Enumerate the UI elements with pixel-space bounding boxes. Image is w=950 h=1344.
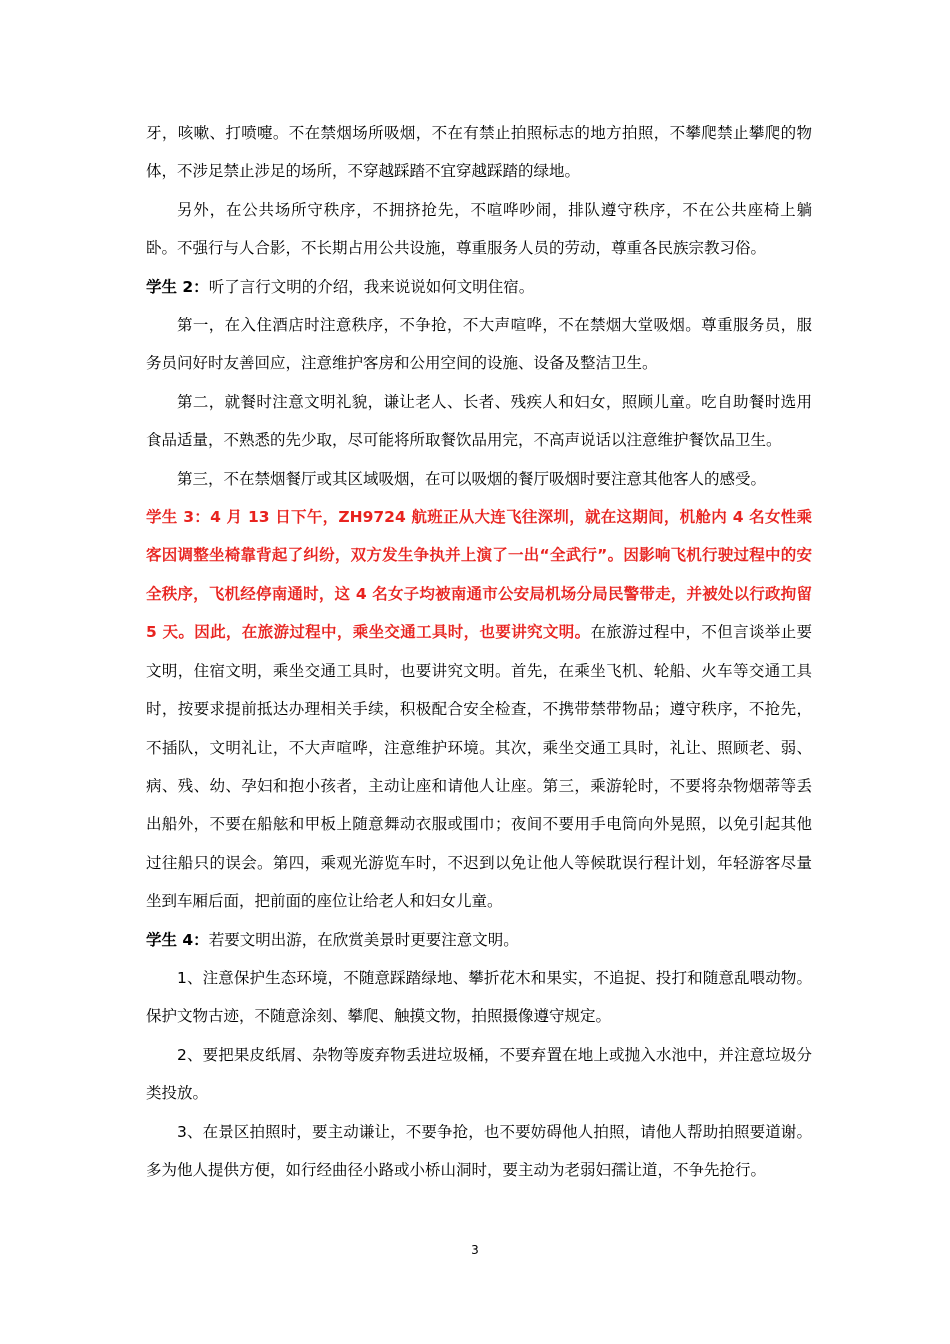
speaker-label: 学生 3： [146, 508, 211, 527]
paragraph-text: 3、在景区拍照时，要主动谦让，不要争抢，也不要妨碍他人拍照，请他人帮助拍照要道谢。多为他人提供方便，如行经曲径小路或小桥山洞时，要主动为老弱妇孺让道，不争先抢行。 [146, 1122, 812, 1179]
paragraph-1 [146, 114, 812, 191]
paragraph-4 [146, 306, 812, 383]
paragraph-text: 第一，在入住酒店时注意秩序，不争抢，不大声喧哗，不在禁烟大堂吸烟。尊重服务员，服务员问好时友善回应，注意维护客房和公用空间的设施、设备及整洁卫生。 [146, 316, 812, 373]
paragraph-2 [146, 191, 812, 268]
paragraph-7 [146, 498, 812, 920]
paragraph-8 [146, 921, 812, 959]
paragraph-text: 在旅游过程中，不但言谈举止要文明，住宿文明，乘坐交通工具时，也要讲究文明。首先，在乘坐飞机、轮船、火车等交通工具时，按要求提前抵达办理相关手续，积极配合安全检查，不携带禁带物品；遵守秩序，不抢先，不插队，文明礼让，不大声喧哗，注意维护环境。其次，乘坐交通工具时，礼让、照顾老、弱、病、残、幼、孕妇和抱小孩者，主动让座和请他人让座。第三，乘游轮时，不要将杂物烟蒂等丢出船外，不要在船舷和甲板上随意舞动衣服或围巾；夜间不要用手电筒向外晃照，以免引起其他过往船只的误会。第四，乘观光游览车时，不迟到以免让他人等候耽误行程计划，年轻游客尽量坐到车厢后面，把前面的座位让给老人和妇女儿童。 [146, 623, 812, 911]
paragraph-3 [146, 268, 812, 306]
paragraph-text: 第三，不在禁烟餐厅或其区域吸烟，在可以吸烟的餐厅吸烟时要注意其他客人的感受。 [177, 469, 767, 488]
paragraph-9 [146, 959, 812, 1036]
paragraph-11 [146, 1113, 812, 1190]
paragraph-6 [146, 460, 812, 498]
paragraph-text: 听了言行文明的介绍，我来说说如何文明住宿。 [208, 277, 535, 296]
speaker-label: 学生 2： [146, 277, 209, 296]
paragraph-text: 第二，就餐时注意文明礼貌，谦让老人、长者、残疾人和妇女，照顾儿童。吃自助餐时选用食品适量，不熟悉的先少取，尽可能将所取餐饮品用完，不高声说话以注意维护餐饮品卫生。 [146, 392, 812, 450]
document-body [146, 114, 812, 1189]
paragraph-text: 2、要把果皮纸屑、杂物等废弃物丢进垃圾桶，不要弃置在地上或抛入水池中，并注意垃圾分类投放。 [146, 1045, 812, 1103]
paragraph-text: 若要文明出游，在欣赏美景时更要注意文明。 [208, 930, 519, 949]
paragraph-text: 牙，咳嗽、打喷嚏。不在禁烟场所吸烟，不在有禁止拍照标志的地方拍照，不攀爬禁止攀爬的物体，不涉足禁止涉足的场所，不穿越踩踏不宜穿越踩踏的绿地。 [146, 124, 812, 181]
paragraph-10 [146, 1036, 812, 1113]
page-number: 3 [471, 1243, 479, 1257]
paragraph-text: 1、注意保护生态环境，不随意踩踏绿地、攀折花木和果实，不追捉、投打和随意乱喂动物。保护文物古迹，不随意涂刻、攀爬、触摸文物，拍照摄像遵守规定。 [146, 968, 812, 1026]
paragraph-text: 另外，在公共场所守秩序，不拥挤抢先，不喧哗吵闹，排队遵守秩序，不在公共座椅上躺卧。不强行与人合影，不长期占用公共设施，尊重服务人员的劳动，尊重各民族宗教习俗。 [146, 200, 812, 258]
highlighted-news-text: 4 月 13 日下午，ZH9724 航班正从大连飞往深圳，就在这期间，机舱内 4 名女性乘客因调整坐椅靠背起了纠纷，双方发生争执并上演了一出“全武行”。因影响飞机行驶过程中的安全秩序，飞机经停南通时，这 4 名女子均被南通市公安局机场分局民警带走，并被处以行政拘留 5 天。因此，在旅游过程中，乘坐交通工具时，也要讲究文明。 [146, 508, 812, 642]
speaker-label: 学生 4： [146, 930, 209, 949]
paragraph-5 [146, 383, 812, 460]
